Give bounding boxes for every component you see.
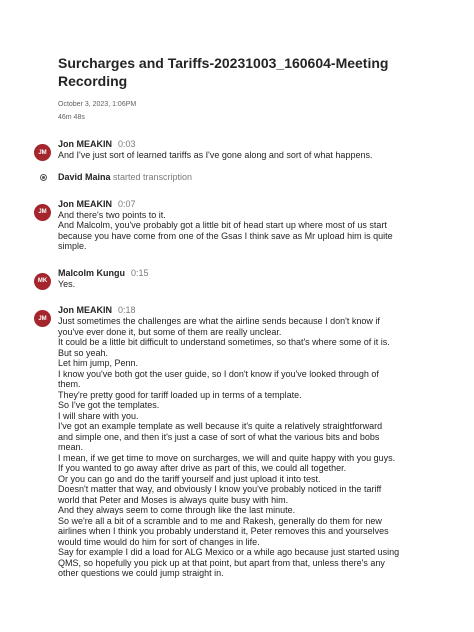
entry-header bbox=[58, 139, 446, 150]
utterance-line: So I've got the templates. bbox=[58, 400, 160, 410]
utterance-line: But so yeah. bbox=[58, 347, 109, 358]
utterance-line: QMS, so hopefully you pick up at that point, but apart from that, unless there's any bbox=[58, 557, 385, 568]
utterance-line: I will share with you. bbox=[58, 410, 139, 421]
utterance-line: would time would do him for sort of changes in life. bbox=[58, 536, 260, 547]
avatar: MK bbox=[34, 273, 51, 290]
utterance-line: I know you've both got the user guide, so I don't know if you've looked through of bbox=[58, 368, 379, 379]
entry-header bbox=[58, 268, 446, 279]
transcript-entry bbox=[37, 267, 446, 290]
utterance-line: And there's two points to it. bbox=[58, 209, 166, 220]
utterance-line: Let him jump, Penn. bbox=[58, 358, 139, 368]
timestamp: 0:15 bbox=[131, 267, 149, 278]
utterance-line: you've ever done it, but some of them are really unclear. bbox=[58, 326, 282, 337]
utterance-line: and simple one, and then it's just a case of sort of what the various bits and bobs bbox=[58, 431, 380, 442]
utterance-line: And they always seem to come through like the last minute. bbox=[58, 505, 296, 515]
utterance-line: Doesn't matter that way, and obviously I know you've probably noticed in the tariff bbox=[58, 484, 382, 494]
title-line-1: Surcharges and Tariffs-20231003_160604-Meeting bbox=[58, 55, 389, 71]
timestamp: 0:03 bbox=[118, 139, 136, 149]
transcript-entry bbox=[38, 198, 446, 252]
utterance-line: Say for example I did a load for ALG Mexico or a while ago because just started using bbox=[58, 547, 400, 557]
utterance-line: They're pretty good for tariff loaded up in terms of a template. bbox=[58, 389, 302, 400]
utterance-line: mean. bbox=[58, 442, 84, 452]
meeting-duration: 46m 48s bbox=[58, 114, 85, 121]
utterance-line: So we're all a bit of a scramble and to me and Rakesh, generally do them for new bbox=[58, 515, 382, 526]
utterance-line: simple. bbox=[58, 241, 87, 251]
record-icon bbox=[40, 174, 47, 181]
utterance-line: I mean, if we get time to move on surcharges, we will and quite happy with you guys. bbox=[58, 452, 396, 463]
entry-header bbox=[58, 199, 446, 210]
utterance-line: If you wanted to go away after drive as part of this, we could all together. bbox=[58, 463, 347, 473]
utterance-line: other questions we could jump straight in. bbox=[58, 568, 224, 578]
utterance-line: Just sometimes the challenges are what the airline sends because I don't know if bbox=[58, 316, 380, 326]
avatar: JM bbox=[34, 310, 51, 327]
utterance-line: them. bbox=[58, 379, 81, 389]
document-title bbox=[58, 54, 446, 90]
transcription-event bbox=[58, 172, 446, 183]
utterance-line: It could be a little bit difficult to understand sometimes, so that's where some of it is. bbox=[58, 337, 390, 347]
utterance-text bbox=[58, 316, 446, 579]
utterance-line: Or you can go and do the tariff yourself and just upload it into test. bbox=[58, 473, 321, 484]
utterance-line: And I've just sort of learned tariffs as I've gone along and sort of what happens. bbox=[58, 150, 373, 160]
utterance-line: And Malcolm, you've probably got a little bit of head start up where most of us start bbox=[58, 220, 387, 230]
utterance-text bbox=[58, 210, 446, 252]
event-speaker: David Maina bbox=[58, 171, 111, 182]
utterance-text bbox=[58, 150, 446, 161]
event-text: started transcription bbox=[110, 171, 193, 182]
avatar: JM bbox=[34, 144, 51, 161]
timestamp: 0:18 bbox=[118, 305, 136, 315]
utterance-line: because you have come from one of the Gsas I think save as Mr upload him is quite bbox=[58, 230, 393, 241]
transcript-entry bbox=[38, 139, 446, 161]
transcript-list bbox=[37, 139, 446, 579]
speaker-name: Jon MEAKIN bbox=[58, 305, 112, 315]
utterance-text bbox=[58, 279, 446, 290]
speaker-name: Jon MEAKIN bbox=[58, 139, 112, 149]
speaker-name: Malcolm Kungu bbox=[58, 267, 125, 278]
utterance-line: world that Peter and Moses is always quite busy with him. bbox=[58, 494, 289, 505]
entry-header bbox=[58, 305, 446, 316]
utterance-line: airlines when I think you probably understand it, Peter removes this and yourselves bbox=[58, 526, 389, 536]
title-line-2: Recording bbox=[58, 73, 128, 89]
meeting-date: October 3, 2023, 1:06PM bbox=[58, 101, 137, 108]
utterance-line: I've got an example template as well because it's quite a relatively straightforward bbox=[58, 421, 383, 431]
avatar: JM bbox=[34, 204, 51, 221]
speaker-name: Jon MEAKIN bbox=[58, 198, 112, 209]
timestamp: 0:07 bbox=[118, 198, 136, 209]
utterance-line: Yes. bbox=[58, 278, 76, 289]
transcript-entry bbox=[38, 305, 446, 579]
